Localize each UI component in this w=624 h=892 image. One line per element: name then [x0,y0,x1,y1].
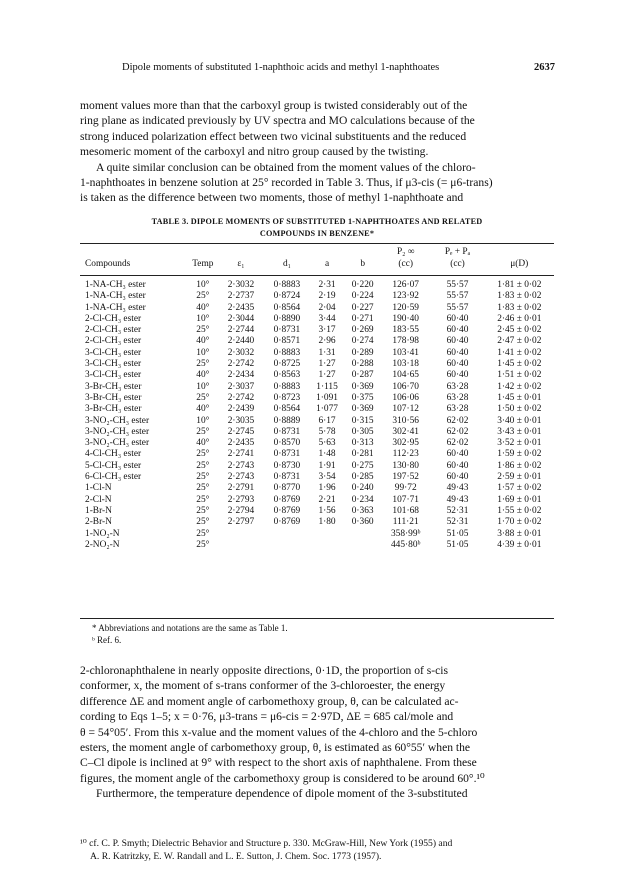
cell-p2: 103·41 [392,347,419,358]
table-row [80,540,554,551]
table-row [80,291,554,302]
table-row [80,427,554,438]
cell-pe-pa: 52·31 [446,517,469,528]
cell-pe-pa: 51·05 [446,528,469,539]
cell-temp: 25° [196,483,210,494]
cell-e1 [218,529,264,540]
header-p2: P₂ ∞ [396,247,415,257]
cell-compound: 2-NO₂-N [85,539,120,550]
cell-p2: 107·71 [392,494,419,505]
cell-b: 0·369 [351,381,374,392]
cell-compound: 2-Cl-CH₃ ester [85,336,142,347]
header-d1: d₁ [282,258,291,269]
cell-b: 0·313 [351,438,374,449]
text-line: A quite similar conclusion can be obtained from the moment values of the chloro- [96,160,476,174]
cell-a: 2·31 [318,280,336,290]
cell-pe-pa: 60·40 [446,370,469,381]
cell-d1: 0·8770 [273,483,301,494]
cell-temp: 10° [196,381,210,392]
cell-compound: 6-Cl-CH₃ ester [85,472,142,483]
cell-e1: 2·2793 [227,494,255,505]
text-line: esters, the moment angle of carbomethoxy group, θ, is estimated as 60°55′ when the [80,741,471,755]
cell-compound: 3-Cl-CH₃ ester [85,370,142,381]
cell-p2: 99·72 [394,483,417,494]
cell-pe-pa: 62·02 [446,426,469,437]
cell-a: 1·56 [318,505,336,516]
cell-p2: 126·07 [392,280,419,290]
cell-temp: 40° [196,438,210,449]
cell-d1: 0·8564 [273,404,301,415]
cell-pe-pa: 49·43 [446,494,469,505]
cell-p2: 183·55 [392,325,419,336]
cell-b: 0·275 [351,460,374,471]
cell-pe-pa: 60·40 [446,313,469,324]
cell-mu: 3·40 ± 0·01 [497,415,542,426]
table-row [80,348,554,359]
cell-mu: 1·59 ± 0·02 [497,449,542,460]
header-compounds: Compounds [85,258,131,269]
cell-temp: 25° [196,449,210,460]
cell-compound: 3-Br-CH₃ ester [85,392,142,403]
cell-pe-pa: 63·28 [446,381,469,392]
cell-p2: 302·95 [392,438,419,449]
cell-pe-pa: 60·40 [446,460,469,471]
cell-p2: 197·52 [392,472,419,483]
cell-pe-pa: 63·28 [446,392,469,403]
body-paragraph-1 [80,98,554,206]
cell-e1: 2·2791 [227,483,255,494]
cell-compound: 2-Cl-CH₃ ester [85,313,142,324]
text-line: is taken as the difference between two moments, those of methyl 1-naphthoate and [80,191,464,205]
cell-pe-pa: 62·02 [446,438,469,449]
cell-compound: 3-NO₂-CH₃ ester [85,415,150,426]
cell-temp: 40° [196,370,210,381]
table-row [80,314,554,325]
cell-a: 3·17 [318,325,336,336]
cell-compound: 1-Cl-N [85,483,112,494]
cell-compound: 1-NA-CH₃ ester [85,302,146,313]
cell-mu: 1·81 ± 0·02 [497,280,542,290]
cell-temp: 10° [196,415,210,426]
cell-temp: 40° [196,404,210,415]
cell-pe-pa: 60·40 [446,336,469,347]
table-row [80,382,554,393]
cell-mu: 3·43 ± 0·01 [497,426,542,437]
cell-temp: 25° [196,392,210,403]
cell-temp: 10° [196,280,210,290]
cell-temp: 25° [196,426,210,437]
table-footnote-b: ᵇ Ref. 6. [92,635,122,645]
table-row [80,325,554,336]
cell-a: 2·96 [318,336,336,347]
cell-compound: 3-NO₂-CH₃ ester [85,438,150,449]
cell-e1 [218,540,264,551]
table-bottom-rule [80,618,554,619]
cell-compound: 3-NO₂-CH₃ ester [85,426,150,437]
cell-e1: 2·2741 [227,449,255,460]
cell-d1: 0·8570 [273,438,301,449]
cell-e1: 2·2745 [227,426,255,437]
header-b: b [360,258,365,269]
cell-d1: 0·8723 [273,392,301,403]
cell-pe-pa: 60·40 [446,347,469,358]
table-body [80,280,554,551]
cell-temp: 25° [196,291,210,302]
cell-p2: 445·80ᵇ [390,539,421,550]
cell-d1: 0·8731 [273,472,301,483]
cell-p2: 106·06 [392,392,419,403]
cell-d1: 0·8890 [273,313,301,324]
cell-e1: 2·3035 [227,415,255,426]
cell-mu: 1·45 ± 0·01 [497,392,542,403]
cell-a: 1·077 [316,404,338,415]
table-caption [80,216,554,239]
cell-temp: 25° [196,517,210,528]
cell-b: 0·315 [351,415,374,426]
cell-mu: 1·51 ± 0·02 [497,370,542,381]
cell-mu: 1·69 ± 0·01 [497,494,542,505]
cell-p2: 123·92 [392,291,419,302]
cell-temp: 25° [196,528,210,539]
cell-p2: 106·70 [392,381,419,392]
cell-mu: 2·46 ± 0·01 [497,313,542,324]
cell-a: 1·091 [316,392,338,403]
table-row [80,472,554,483]
cell-pe-pa: 60·40 [446,359,469,370]
caption-line: TABLE 3. DIPOLE MOMENTS OF SUBSTITUTED 1-NAPHTHOATES AND RELATED [151,217,483,226]
text-line: figures, the moment angle of the carbomethoxy group is considered to be around 60°.¹⁰ [80,771,485,785]
cell-a: 1·48 [318,449,336,460]
cell-pe-pa: 60·40 [446,472,469,483]
table-top-rule [80,243,554,244]
cell-d1: 0·8731 [273,426,301,437]
cell-compound: 2-Cl-CH₃ ester [85,325,142,336]
table-row [80,359,554,370]
cell-temp: 10° [196,313,210,324]
cell-e1: 2·3032 [227,280,255,290]
cell-b: 0·220 [351,280,374,290]
table-row [80,495,554,506]
cell-b: 0·234 [351,494,374,505]
header-mu: μ(D) [510,258,529,269]
cell-compound: 2-Br-N [85,517,112,528]
cell-p2: 120·59 [392,302,419,313]
cell-a: 1·27 [318,359,336,370]
cell-pe-pa: 60·40 [446,325,469,336]
cell-b: 0·369 [351,404,374,415]
cell-d1 [264,529,310,540]
cell-b: 0·360 [351,517,374,528]
table-row [80,393,554,404]
cell-pe-pa: 55·57 [446,291,469,302]
running-title: Dipole moments of substituted 1-naphthoic acids and methyl 1-naphthoates [122,62,440,73]
cell-b [344,540,381,551]
cell-a: 5·78 [318,426,336,437]
table-footnote-a: * Abbreviations and notations are the same as Table 1. [92,623,288,633]
cell-a: 6·17 [318,415,336,426]
cell-d1: 0·8730 [273,460,301,471]
text-line: cording to Eqs 1–5; x = 0·76, μ3-trans = μ6-cis = 2·97D, ΔE = 685 cal/mole and [80,710,454,724]
cell-e1: 2·3044 [227,313,255,324]
cell-p2: 130·80 [392,460,419,471]
cell-b: 0·281 [351,449,374,460]
cell-a: 1·27 [318,370,336,381]
table-row [80,416,554,427]
cell-b: 0·271 [351,313,374,324]
cell-p2: 103·18 [392,359,419,370]
cell-b: 0·375 [351,392,374,403]
running-header [80,62,555,76]
cell-a: 1·31 [318,347,336,358]
table-row [80,438,554,449]
cell-mu: 1·41 ± 0·02 [497,347,542,358]
cell-p2: 112·23 [392,449,419,460]
text-line: C–Cl dipole is inclined at 9° with respect to the short axis of naphthalene. From these [80,756,477,770]
footnote-line: A. R. Katritzky, E. W. Randall and L. E. Sutton, J. Chem. Soc. 1773 (1957). [90,850,382,862]
cell-p2: 104·65 [392,370,419,381]
cell-b: 0·287 [351,370,374,381]
cell-a: 2·21 [318,494,336,505]
cell-temp: 25° [196,494,210,505]
page-footnote [80,838,554,863]
cell-p2: 302·41 [392,426,419,437]
cell-d1: 0·8769 [273,505,301,516]
cell-compound: 1-Br-N [85,505,112,516]
cell-a: 1·115 [316,381,338,392]
cell-b: 0·227 [351,302,374,313]
cell-compound: 3-Cl-CH₃ ester [85,359,142,370]
cell-a: 1·80 [318,517,336,528]
body-paragraph-2 [80,663,554,802]
text-line: mesomeric moment of the carboxyl and nitro group caused by the twisting. [80,145,429,159]
cell-d1: 0·8725 [273,359,301,370]
cell-e1: 2·2743 [227,460,255,471]
table-row [80,370,554,381]
cell-temp: 25° [196,359,210,370]
header-e1: ε₁ [237,258,245,269]
cell-pe-pa: 63·28 [446,404,469,415]
cell-pe-pa: 55·57 [446,302,469,313]
cell-d1: 0·8883 [273,280,301,290]
cell-d1 [264,540,310,551]
cell-pe-pa: 60·40 [446,449,469,460]
cell-e1: 2·2435 [227,302,255,313]
cell-a: 3·54 [318,472,336,483]
header-pe-pa: Pₑ + Pₐ [444,247,471,257]
cell-e1: 2·2435 [227,438,255,449]
table-row [80,336,554,347]
text-line: Furthermore, the temperature dependence of dipole moment of the 3-substituted [96,787,468,801]
header-p2-unit: (cc) [398,258,413,269]
cell-b: 0·274 [351,336,374,347]
cell-d1: 0·8889 [273,415,301,426]
table-row [80,529,554,540]
cell-pe-pa: 52·31 [446,505,469,516]
table-row [80,517,554,528]
text-line: ring plane as indicated previously by UV spectra and MO calculations because of the [80,114,475,128]
cell-d1: 0·8883 [273,347,301,358]
cell-compound: 3-Br-CH₃ ester [85,404,142,415]
cell-e1: 2·2743 [227,472,255,483]
cell-mu: 1·86 ± 0·02 [497,460,542,471]
cell-mu: 3·52 ± 0·01 [497,438,542,449]
cell-e1: 2·2440 [227,336,255,347]
cell-d1: 0·8731 [273,449,301,460]
header-pe-pa-unit: (cc) [450,258,465,269]
cell-a: 1·91 [318,460,336,471]
footnote-line: ¹⁰ cf. C. P. Smyth; Dielectric Behavior and Structure p. 330. McGraw-Hill, New York (1955) and [80,838,453,849]
cell-e1: 2·2434 [227,370,255,381]
dipole-moment-table [80,247,554,551]
cell-a [310,540,345,551]
cell-temp: 25° [196,472,210,483]
table-header-row-1 [80,247,554,259]
cell-d1: 0·8724 [273,291,301,302]
text-line: difference ΔE and moment angle of carbomethoxy group, θ, can be calculated ac- [80,694,459,708]
cell-temp: 25° [196,505,210,516]
cell-e1: 2·2742 [227,359,255,370]
table-row [80,303,554,314]
cell-mu: 1·45 ± 0·02 [497,359,542,370]
cell-temp: 40° [196,302,210,313]
cell-b: 0·305 [351,426,374,437]
header-temp: Temp [192,258,214,269]
cell-a: 2·04 [318,302,336,313]
cell-p2: 190·40 [392,313,419,324]
cell-a: 2·19 [318,291,336,302]
cell-compound: 1-NA-CH₃ ester [85,280,146,290]
cell-b [344,529,381,540]
cell-temp: 25° [196,325,210,336]
cell-a: 1·96 [318,483,336,494]
table-row [80,404,554,415]
cell-mu: 1·83 ± 0·02 [497,302,542,313]
table-header-row-2 [80,259,554,271]
cell-pe-pa: 49·43 [446,483,469,494]
table-row [80,461,554,472]
table-row [80,506,554,517]
cell-b: 0·363 [351,505,374,516]
cell-e1: 2·2797 [227,517,255,528]
header-a: a [324,258,330,269]
cell-d1: 0·8731 [273,325,301,336]
cell-compound: 2-Cl-N [85,494,112,505]
cell-pe-pa: 51·05 [446,539,469,550]
cell-mu: 1·42 ± 0·02 [497,381,542,392]
cell-pe-pa: 55·57 [446,280,469,290]
cell-mu: 4·39 ± 0·01 [497,539,542,550]
cell-d1: 0·8571 [273,336,301,347]
text-line: 1-naphthoates in benzene solution at 25° recorded in Table 3. Thus, if μ3-cis (= μ6-trans) [80,176,493,190]
cell-e1: 2·3037 [227,381,255,392]
cell-mu: 1·55 ± 0·02 [497,505,542,516]
cell-mu: 1·50 ± 0·02 [497,404,542,415]
cell-p2: 178·98 [392,336,419,347]
cell-e1: 2·2742 [227,392,255,403]
cell-compound: 1-NA-CH₃ ester [85,291,146,302]
page-number: 2637 [534,62,555,73]
cell-compound: 3-Br-CH₃ ester [85,381,142,392]
cell-b: 0·288 [351,359,374,370]
cell-mu: 3·88 ± 0·01 [497,528,542,539]
cell-mu: 2·59 ± 0·01 [497,472,542,483]
cell-p2: 101·68 [392,505,419,516]
text-line: 2-chloronaphthalene in nearly opposite directions, 0·1D, the proportion of s-cis [80,664,449,677]
cell-p2: 111·21 [392,517,419,528]
cell-p2: 107·12 [392,404,419,415]
table-row [80,280,554,291]
cell-mu: 2·47 ± 0·02 [497,336,542,347]
cell-b: 0·269 [351,325,374,336]
cell-temp: 25° [196,460,210,471]
text-line: conformer, x, the moment of s-trans conformer of the 3-chloroester, the energy [80,679,446,693]
cell-p2: 310·56 [392,415,419,426]
cell-compound: 3-Cl-CH₃ ester [85,347,142,358]
cell-temp: 25° [196,539,210,550]
cell-d1: 0·8564 [273,302,301,313]
cell-e1: 2·2794 [227,505,255,516]
cell-e1: 2·2737 [227,291,255,302]
cell-d1: 0·8883 [273,381,301,392]
cell-b: 0·240 [351,483,374,494]
cell-b: 0·285 [351,472,374,483]
cell-d1: 0·8563 [273,370,301,381]
cell-d1: 0·8769 [273,517,301,528]
cell-a: 5·63 [318,438,336,449]
cell-temp: 40° [196,336,210,347]
cell-compound: 4-Cl-CH₃ ester [85,449,142,460]
cell-compound: 5-Cl-CH₃ ester [85,460,142,471]
cell-mu: 1·57 ± 0·02 [497,483,542,494]
cell-e1: 2·2439 [227,404,255,415]
table-row [80,483,554,494]
text-line: moment values more than that the carboxyl group is twisted considerably out of the [80,99,468,112]
cell-compound: 1-NO₂-N [85,528,120,539]
cell-b: 0·224 [351,291,374,302]
cell-mu: 2·45 ± 0·02 [497,325,542,336]
cell-a: 3·44 [318,313,336,324]
table-row [80,449,554,460]
cell-pe-pa: 62·02 [446,415,469,426]
cell-temp: 10° [196,347,210,358]
text-line: θ = 54°05′. From this x-value and the moment values of the 4-chloro and the 5-chloro [80,725,478,739]
cell-a [310,529,345,540]
cell-e1: 2·3032 [227,347,255,358]
caption-line: COMPOUNDS IN BENZENE* [259,228,375,238]
cell-mu: 1·83 ± 0·02 [497,291,542,302]
cell-p2: 358·99ᵇ [390,528,421,539]
cell-b: 0·289 [351,347,374,358]
text-line: strong induced polarization effect between two vicinal substituents and the reduced [80,129,467,143]
cell-d1: 0·8769 [273,494,301,505]
cell-mu: 1·70 ± 0·02 [497,517,542,528]
cell-e1: 2·2744 [227,325,255,336]
